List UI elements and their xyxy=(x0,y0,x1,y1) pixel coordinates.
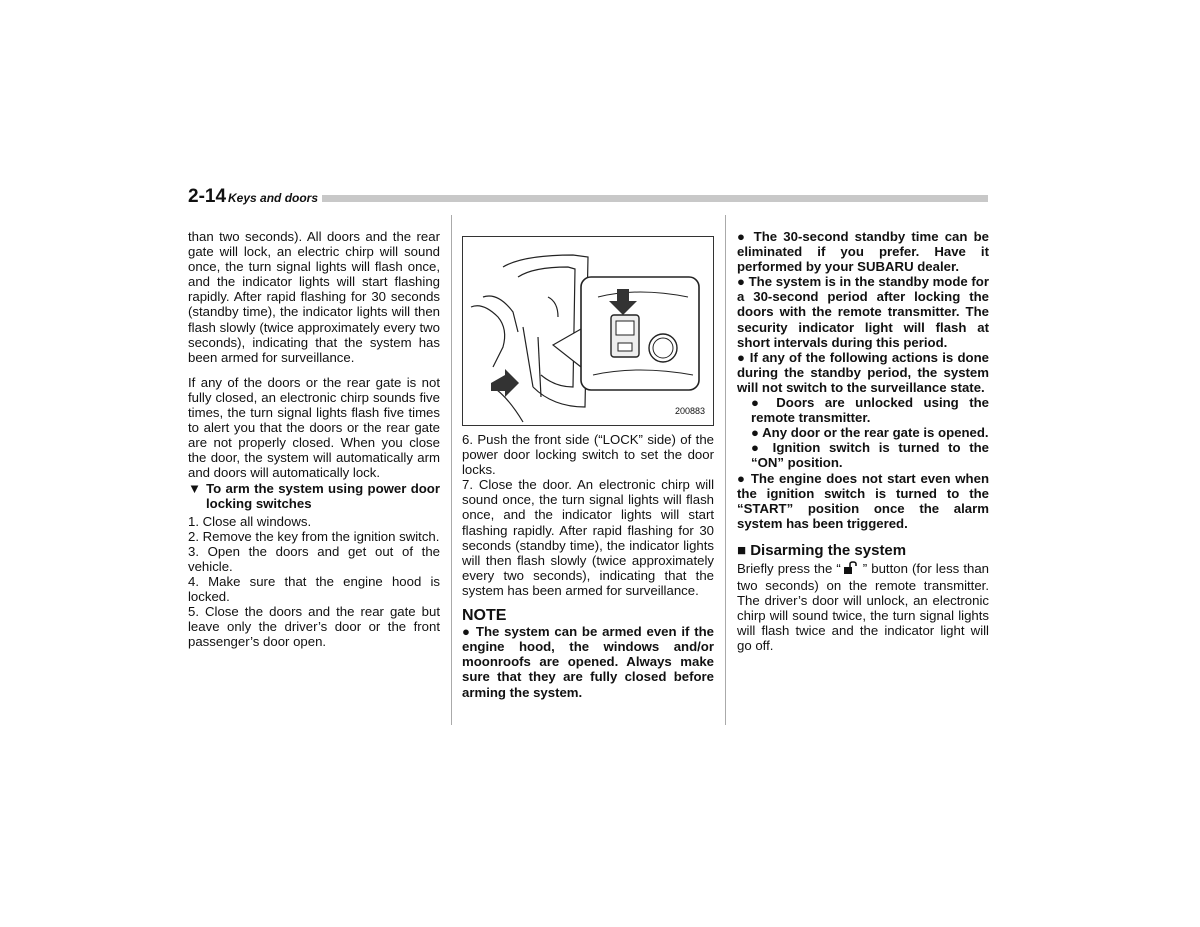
column-2 xyxy=(462,236,714,700)
door-switch-illustration xyxy=(462,236,714,426)
column-3 xyxy=(737,229,989,654)
text-before-icon: Briefly press the “ xyxy=(737,560,841,576)
paragraph: If any of the doors or the rear gate is not fully closed, an electronic chirp sounds five times, the turn signal lights flash five times to alert you that the doors or the rear gate are not properly closed. When you close the door, the system will automatically arm and doors will automatically lock. xyxy=(188,374,440,481)
section-heading: ■ Disarming the system xyxy=(737,541,907,559)
section-title: Keys and doors xyxy=(228,190,322,206)
note-bullet: ● The system can be armed even if the engine hood, the windows and/or moonroofs are opened. Always make sure that they are fully closed before arming the system. xyxy=(462,624,714,700)
text-after-icon: ” button (for less than two seconds) on the remote transmitter. The driver’s door will unlock, an electronic chirp will sound twice, the turn signal lights will flash twice and the indicator light will go off. xyxy=(737,560,989,654)
figure-code: 200883 xyxy=(674,405,705,416)
step: 2. Remove the key from the ignition switch. xyxy=(188,528,440,544)
paragraph: than two seconds). All doors and the rear gate will lock, an electric chirp will sound once, the turn signal lights will flash once, and the indicator lights will start flashing rapidly. After rapid flashing for 30 seconds (standby time), the indicator lights will then flash slowly (twice approximately every two seconds), indicating that the system has been armed for surveillance. xyxy=(188,229,440,365)
column-divider xyxy=(451,215,452,725)
note-sub-bullet: ● Ignition switch is turned to the “ON” position. xyxy=(751,440,989,471)
step: 1. Close all windows. xyxy=(188,513,312,529)
note-bullet: ● The system is in the standby mode for a 30-second period after locking the doors with the remote transmitter. The security indicator light will flash at short intervals during this period. xyxy=(737,274,989,350)
page-header xyxy=(188,186,988,208)
step: 5. Close the doors and the rear gate but leave only the driver’s door or the front passenger’s door open. xyxy=(188,604,440,650)
column-1 xyxy=(188,229,440,650)
subheading: ▼ To arm the system using power door locking switches xyxy=(188,480,440,511)
note-title: NOTE xyxy=(462,607,507,625)
column-divider xyxy=(725,215,726,725)
step: 4. Make sure that the engine hood is locked. xyxy=(188,574,440,605)
step: 6. Push the front side (“LOCK” side) of the power door locking switch to set the door locks. xyxy=(462,432,714,478)
step: 7. Close the door. An electronic chirp will sound once, the turn signal lights will flash once, and the indicator lights will start flashing rapidly. After rapid flashing for 30 seconds (standby time), the indicator lights will then flash slowly (twice approximately every two seconds), indicating that the system has been armed for surveillance. xyxy=(462,477,714,598)
note-sub-bullet: ● Doors are unlocked using the remote transmitter. xyxy=(751,395,989,426)
step: 3. Open the doors and get out of the vehicle. xyxy=(188,543,440,574)
page-number: 2-14 xyxy=(188,186,229,208)
unlock-icon xyxy=(843,561,861,578)
paragraph xyxy=(737,561,989,654)
note-bullet: ● If any of the following actions is done during the standby period, the system will not switch to the surveillance state. xyxy=(737,349,989,395)
note-bullet: ● The 30-second standby time can be eliminated if you prefer. Have it performed by your SUBARU dealer. xyxy=(737,229,989,275)
door-switch-drawing xyxy=(463,237,713,425)
note-sub-bullet: ● Any door or the rear gate is opened. xyxy=(751,425,989,441)
note-bullet: ● The engine does not start even when the ignition switch is turned to the “START” position once the alarm system has been triggered. xyxy=(737,470,989,531)
